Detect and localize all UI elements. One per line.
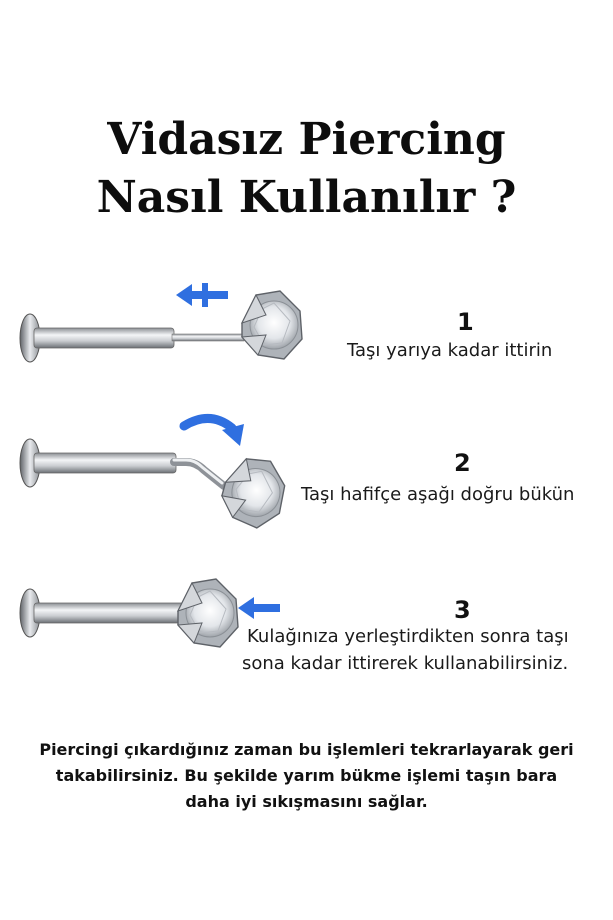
step1-gem [242,291,302,359]
page-title-line-2: Nasıl Kullanılır ? [96,172,517,223]
step1-piercing-illustration [0,275,310,405]
curved-down-arrow-icon [184,418,244,446]
push-left-arrow-icon [238,597,280,619]
step2-piercing-illustration [0,400,310,530]
step3-gem [178,579,238,647]
step2-number: 2 [454,449,471,477]
step3-number: 3 [454,596,471,624]
footer-note-line-3: daha iyi sıkışmasını sağlar. [185,792,428,811]
page-title-line-1: Vidasız Piercing [107,114,506,165]
step3-instruction-line-1: Kulağınıza yerleştirdikten sonra taşı [247,626,569,647]
step1-number: 1 [457,308,474,336]
push-left-arrow-icon [176,283,228,307]
step1-instruction: Taşı yarıya kadar ittirin [347,340,553,361]
step3-instruction-line-2: sona kadar ittirerek kullanabilirsiniz. [242,653,569,674]
step2-instruction: Taşı hafifçe aşağı doğru bükün [301,484,575,505]
footer-note-line-2: takabilirsiniz. Bu şekilde yarım bükme işlemi taşın bara [55,766,558,785]
footer-note-line-1: Piercingi çıkardığınız zaman bu işlemleri tekrarlayarak geri [39,740,574,759]
step2-gem [216,451,292,530]
